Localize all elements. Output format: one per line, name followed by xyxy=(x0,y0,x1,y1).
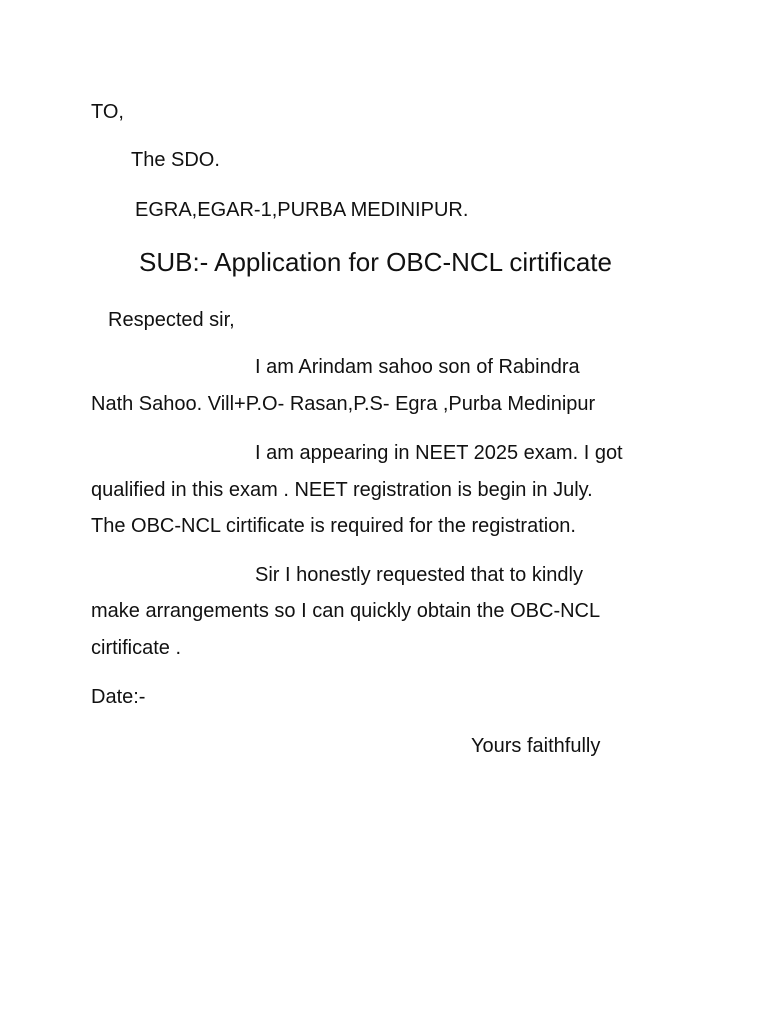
subject-line: SUB:- Application for OBC-NCL cirtificate xyxy=(139,247,612,277)
paragraph-2-line-3: The OBC-NCL cirtificate is required for the registration. xyxy=(91,515,576,537)
paragraph-2-line-1: I am appearing in NEET 2025 exam. I got xyxy=(255,442,623,464)
paragraph-2-line-2: qualified in this exam . NEET registration is begin in July. xyxy=(91,479,593,501)
paragraph-3-line-3: cirtificate . xyxy=(91,637,182,659)
paragraph-1-line-1: I am Arindam sahoo son of Rabindra xyxy=(255,356,580,378)
recipient-line: The SDO. xyxy=(131,149,220,171)
date-line: Date:- xyxy=(91,686,146,708)
paragraph-3-line-1: Sir I honestly requested that to kindly xyxy=(255,564,583,586)
closing-line: Yours faithfully xyxy=(471,735,601,757)
paragraph-1-line-2: Nath Sahoo. Vill+P.O- Rasan,P.S- Egra ,Purba Medinipur xyxy=(91,393,596,415)
paragraph-3-line-2: make arrangements so I can quickly obtain the OBC-NCL xyxy=(91,600,601,622)
salutation: Respected sir, xyxy=(108,309,235,331)
to-line: TO, xyxy=(91,101,124,123)
address-line: EGRA,EGAR-1,PURBA MEDINIPUR. xyxy=(135,199,469,221)
